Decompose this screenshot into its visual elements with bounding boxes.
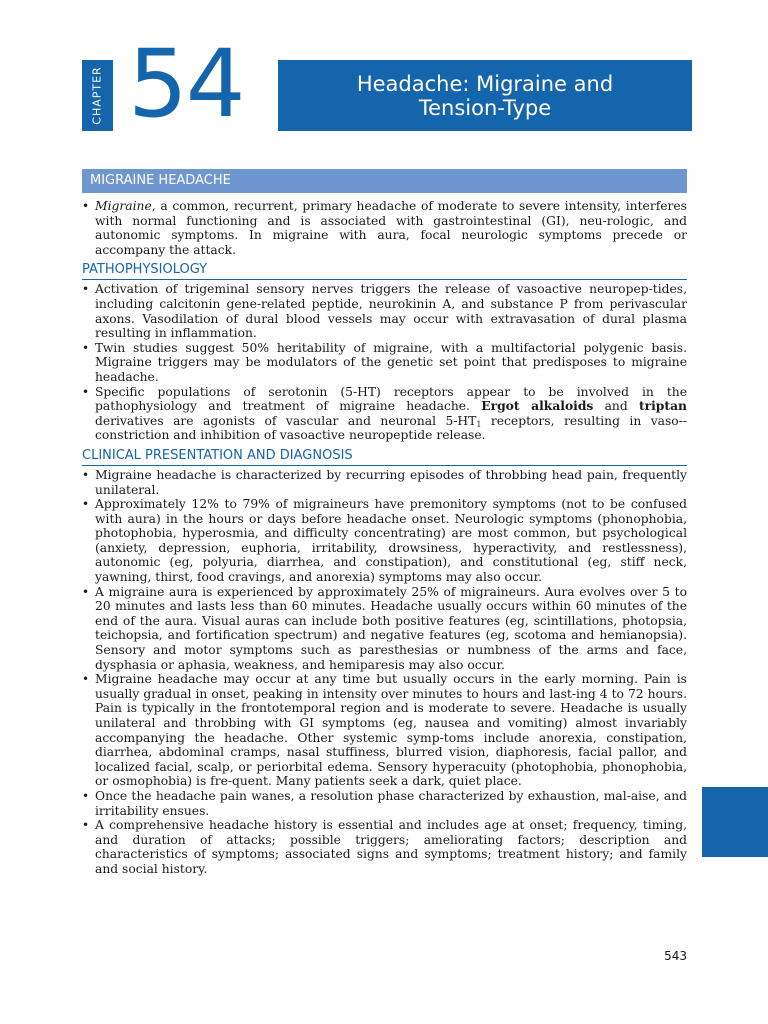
text-span: Specific populations of serotonin (5-HT) receptors appear to be involved in the pathophysiology and treatment of migraine headache.: [95, 384, 687, 414]
text-span: and: [593, 399, 639, 414]
subscript: 1: [476, 419, 482, 429]
list-item: • Once the headache pain wanes, a resolution phase characterized by exhaustion, mal-aise, and irritability ensues.: [82, 789, 687, 818]
pathophysiology-heading: PATHOPHYSIOLOGY: [82, 261, 687, 280]
chapter-tab: [82, 60, 113, 131]
chapter-title-line1: Headache: Migraine and: [356, 71, 614, 96]
section-thumb-tab: [702, 787, 768, 857]
text-span: receptors, resulting in vaso-constriction and inhibition of vasoactive neuropeptide release.: [95, 413, 687, 443]
list-item: • Twin studies suggest 50% heritability of migraine, with a multifactorial polygenic basis. Migraine triggers may be modulators of the genetic set point that predisposes to migraine headache.: [82, 341, 687, 385]
list-item: • Activation of trigeminal sensory nerves triggers the release of vasoactive neuropep-tides, including calcitonin gene-related peptide, neurokinin A, and substance P from perivascular axons. Vasodilation of dural blood vessels may occur with extravasation of dural plasma resulting in inflammation.: [82, 282, 687, 340]
list-item: • Migraine headache may occur at any time but usually occurs in the early morning. Pain is usually gradual in onset, peaking in intensity over minutes to hours and last-ing 4 to 72 hours. Pain is typically in the frontotemporal region and is moderate to severe. Headache is usually unilateral and throbbing with GI symptoms (eg, nausea and vomiting) almost invariably accompanying the headache. Other systemic symp-toms include anorexia, constipation, diarrhea, abdominal cramps, nasal stuffiness, blurred vision, diaphoresis, facial pallor, and localized facial, scalp, or periorbital edema. Sensory hyperacuity (photophobia, phonophobia, or osmophobia) is fre-quent. Many patients seek a dark, quiet place.: [82, 672, 687, 789]
section-heading: MIGRAINE HEADACHE: [82, 169, 687, 193]
chapter-label: CHAPTER: [91, 66, 104, 125]
chapter-title: [357, 72, 613, 120]
term-italic: Migraine: [95, 199, 152, 213]
pathophysiology-list: [82, 282, 687, 443]
list-item: • A migraine aura is experienced by approximately 25% of migraineurs. Aura evolves over 5 to 20 minutes and lasts less than 60 minutes. Headache usually occurs within 60 minutes of the end of the aura. Visual auras can include both positive features (eg, scintillations, photopsia, teichopsia, and fortification spectrum) and negative features (eg, scotoma and hemianopsia). Sensory and motor symptoms such as paresthesias or numbness of the arms and face, dysphasia or aphasia, weakness, and hemiparesis may also occur.: [82, 585, 687, 673]
intro-list: [82, 199, 687, 257]
intro-text: , a common, recurrent, primary headache of moderate to severe intensity, interferes with normal functioning and is associated with gastrointestinal (GI), neu-rologic, and autonomic symptoms. In migraine with aura, focal neurologic symptoms precede or accompany the attack.: [95, 199, 687, 257]
bold-term: triptan: [638, 398, 687, 414]
page-content: [82, 169, 687, 877]
text-span: derivatives are agonists of vascular and neuronal 5-HT: [95, 413, 477, 428]
list-item: [82, 385, 687, 443]
page-number: 543: [664, 949, 687, 963]
chapter-number: 54: [128, 30, 244, 139]
chapter-title-line2: Tension-Type: [418, 95, 552, 120]
intro-bullet: [82, 199, 687, 257]
bold-term: Ergot alkaloids: [481, 398, 594, 414]
chapter-title-box: [278, 60, 692, 131]
list-item: • A comprehensive headache history is essential and includes age at onset; frequency, timing, and duration of attacks; possible triggers; ameliorating factors; description and characteristics of symptoms; associated signs and symptoms; treatment history; and family and social history.: [82, 818, 687, 876]
clinical-list: [82, 468, 687, 877]
list-item: • Approximately 12% to 79% of migraineurs have premonitory symptoms (not to be confused with aura) in the hours or days before headache onset. Neurologic symptoms (phonophobia, photophobia, hyperosmia, and difficulty concentrating) are most common, but psychological (anxiety, depression, euphoria, irritability, drowsiness, hyperactivity, and restlessness), autonomic (eg, polyuria, diarrhea, and constipation), and constitutional (eg, stiff neck, yawning, thirst, food cravings, and anorexia) symptoms may also occur.: [82, 497, 687, 585]
list-item: • Migraine headache is characterized by recurring episodes of throbbing head pain, frequently unilateral.: [82, 468, 687, 497]
clinical-heading: CLINICAL PRESENTATION AND DIAGNOSIS: [82, 447, 687, 466]
